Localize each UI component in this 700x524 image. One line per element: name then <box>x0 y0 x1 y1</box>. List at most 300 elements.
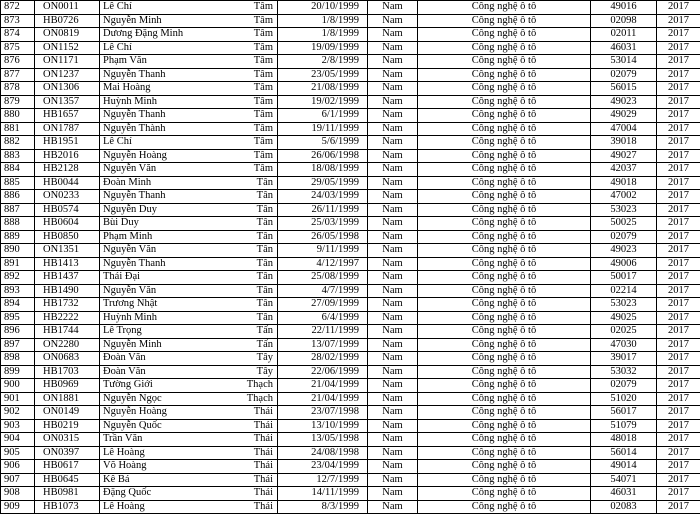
family-name-cell: Phạm Minh <box>100 230 230 244</box>
family-name-cell: Kê Bá <box>100 473 230 487</box>
student-id-cell: HB0044 <box>35 176 100 190</box>
birth-date-cell: 26/06/1998 <box>278 149 368 163</box>
table-row <box>1 1 700 15</box>
family-name-cell: Nguyễn Minh <box>100 14 230 28</box>
birth-date-cell: 6/4/1999 <box>278 311 368 325</box>
family-name-cell: Nguyễn Minh <box>100 338 230 352</box>
major-cell: Công nghệ ô tô <box>418 55 591 69</box>
gender-cell: Nam <box>368 217 418 231</box>
year-cell: 2017 <box>657 298 700 312</box>
gender-cell: Nam <box>368 473 418 487</box>
student-id-cell: ON1357 <box>35 95 100 109</box>
row-number-cell: 904 <box>1 433 35 447</box>
family-name-cell: Nguyễn Duy <box>100 203 230 217</box>
year-cell: 2017 <box>657 230 700 244</box>
given-name-cell: Tân <box>230 176 278 190</box>
student-rows <box>1 1 700 514</box>
table-row <box>1 460 700 474</box>
year-cell: 2017 <box>657 149 700 163</box>
row-number-cell: 882 <box>1 136 35 150</box>
table-row <box>1 379 700 393</box>
year-cell: 2017 <box>657 176 700 190</box>
row-number-cell: 875 <box>1 41 35 55</box>
birth-date-cell: 24/03/1999 <box>278 190 368 204</box>
code-cell: 46031 <box>591 41 657 55</box>
given-name-cell: Tân <box>230 190 278 204</box>
major-cell: Công nghệ ô tô <box>418 271 591 285</box>
code-cell: 49018 <box>591 176 657 190</box>
year-cell: 2017 <box>657 392 700 406</box>
major-cell: Công nghệ ô tô <box>418 298 591 312</box>
row-number-cell: 892 <box>1 271 35 285</box>
year-cell: 2017 <box>657 28 700 42</box>
table-row <box>1 338 700 352</box>
family-name-cell: Thái Đại <box>100 271 230 285</box>
gender-cell: Nam <box>368 41 418 55</box>
family-name-cell: Lê Chí <box>100 1 230 15</box>
major-cell: Công nghệ ô tô <box>418 95 591 109</box>
row-number-cell: 909 <box>1 500 35 514</box>
given-name-cell: Tâm <box>230 55 278 69</box>
family-name-cell: Phạm Văn <box>100 55 230 69</box>
gender-cell: Nam <box>368 271 418 285</box>
code-cell: 02098 <box>591 14 657 28</box>
gender-cell: Nam <box>368 28 418 42</box>
family-name-cell: Lê Trọng <box>100 325 230 339</box>
table-row <box>1 352 700 366</box>
major-cell: Công nghệ ô tô <box>418 122 591 136</box>
table-row <box>1 163 700 177</box>
code-cell: 49014 <box>591 460 657 474</box>
major-cell: Công nghệ ô tô <box>418 338 591 352</box>
birth-date-cell: 6/1/1999 <box>278 109 368 123</box>
table-row <box>1 487 700 501</box>
family-name-cell: Đoàn Văn <box>100 352 230 366</box>
birth-date-cell: 19/02/1999 <box>278 95 368 109</box>
major-cell: Công nghệ ô tô <box>418 1 591 15</box>
gender-cell: Nam <box>368 176 418 190</box>
student-id-cell: ON2280 <box>35 338 100 352</box>
given-name-cell: Tâm <box>230 1 278 15</box>
gender-cell: Nam <box>368 257 418 271</box>
code-cell: 39018 <box>591 136 657 150</box>
birth-date-cell: 2/8/1999 <box>278 55 368 69</box>
gender-cell: Nam <box>368 419 418 433</box>
year-cell: 2017 <box>657 311 700 325</box>
row-number-cell: 884 <box>1 163 35 177</box>
family-name-cell: Nguyễn Thanh <box>100 257 230 271</box>
family-name-cell: Nguyễn Thanh <box>100 190 230 204</box>
gender-cell: Nam <box>368 244 418 258</box>
code-cell: 49025 <box>591 311 657 325</box>
given-name-cell: Tân <box>230 257 278 271</box>
code-cell: 50017 <box>591 271 657 285</box>
birth-date-cell: 21/04/1999 <box>278 392 368 406</box>
major-cell: Công nghệ ô tô <box>418 433 591 447</box>
code-cell: 53023 <box>591 298 657 312</box>
year-cell: 2017 <box>657 163 700 177</box>
row-number-cell: 908 <box>1 487 35 501</box>
family-name-cell: Nguyễn Hoàng <box>100 149 230 163</box>
birth-date-cell: 19/11/1999 <box>278 122 368 136</box>
student-id-cell: HB0617 <box>35 460 100 474</box>
birth-date-cell: 20/10/1999 <box>278 1 368 15</box>
code-cell: 02025 <box>591 325 657 339</box>
birth-date-cell: 23/04/1999 <box>278 460 368 474</box>
birth-date-cell: 22/06/1999 <box>278 365 368 379</box>
year-cell: 2017 <box>657 487 700 501</box>
table-row <box>1 473 700 487</box>
major-cell: Công nghệ ô tô <box>418 500 591 514</box>
family-name-cell: Lê Chí <box>100 136 230 150</box>
student-id-cell: ON0819 <box>35 28 100 42</box>
gender-cell: Nam <box>368 203 418 217</box>
gender-cell: Nam <box>368 55 418 69</box>
birth-date-cell: 26/05/1998 <box>278 230 368 244</box>
birth-date-cell: 13/07/1999 <box>278 338 368 352</box>
code-cell: 53032 <box>591 365 657 379</box>
family-name-cell: Mai Hoàng <box>100 82 230 96</box>
row-number-cell: 873 <box>1 14 35 28</box>
birth-date-cell: 12/7/1999 <box>278 473 368 487</box>
row-number-cell: 885 <box>1 176 35 190</box>
major-cell: Công nghệ ô tô <box>418 487 591 501</box>
table-row <box>1 311 700 325</box>
family-name-cell: Trương Nhật <box>100 298 230 312</box>
row-number-cell: 883 <box>1 149 35 163</box>
given-name-cell: Tâm <box>230 95 278 109</box>
row-number-cell: 903 <box>1 419 35 433</box>
gender-cell: Nam <box>368 298 418 312</box>
table-row <box>1 68 700 82</box>
gender-cell: Nam <box>368 500 418 514</box>
row-number-cell: 878 <box>1 82 35 96</box>
table-row <box>1 149 700 163</box>
code-cell: 02011 <box>591 28 657 42</box>
family-name-cell: Lê Chí <box>100 41 230 55</box>
row-number-cell: 881 <box>1 122 35 136</box>
family-name-cell: Nguyễn Văn <box>100 284 230 298</box>
given-name-cell: Thái <box>230 446 278 460</box>
code-cell: 02079 <box>591 379 657 393</box>
family-name-cell: Nguyễn Văn <box>100 163 230 177</box>
given-name-cell: Tâm <box>230 14 278 28</box>
gender-cell: Nam <box>368 190 418 204</box>
year-cell: 2017 <box>657 352 700 366</box>
year-cell: 2017 <box>657 203 700 217</box>
major-cell: Công nghệ ô tô <box>418 446 591 460</box>
code-cell: 49016 <box>591 1 657 15</box>
student-id-cell: ON1171 <box>35 55 100 69</box>
birth-date-cell: 23/07/1998 <box>278 406 368 420</box>
given-name-cell: Tấn <box>230 338 278 352</box>
code-cell: 56014 <box>591 446 657 460</box>
major-cell: Công nghệ ô tô <box>418 176 591 190</box>
given-name-cell: Tân <box>230 230 278 244</box>
code-cell: 56015 <box>591 82 657 96</box>
year-cell: 2017 <box>657 446 700 460</box>
year-cell: 2017 <box>657 1 700 15</box>
table-row <box>1 271 700 285</box>
student-id-cell: ON1237 <box>35 68 100 82</box>
given-name-cell: Thạch <box>230 379 278 393</box>
family-name-cell: Bùi Duy <box>100 217 230 231</box>
row-number-cell: 893 <box>1 284 35 298</box>
family-name-cell: Nguyễn Ngọc <box>100 392 230 406</box>
given-name-cell: Thái <box>230 473 278 487</box>
major-cell: Công nghệ ô tô <box>418 190 591 204</box>
year-cell: 2017 <box>657 41 700 55</box>
table-row <box>1 406 700 420</box>
family-name-cell: Dương Đặng Minh <box>100 28 230 42</box>
year-cell: 2017 <box>657 95 700 109</box>
year-cell: 2017 <box>657 55 700 69</box>
student-id-cell: HB1951 <box>35 136 100 150</box>
gender-cell: Nam <box>368 338 418 352</box>
year-cell: 2017 <box>657 257 700 271</box>
row-number-cell: 899 <box>1 365 35 379</box>
table-row <box>1 298 700 312</box>
student-id-cell: ON0397 <box>35 446 100 460</box>
row-number-cell: 890 <box>1 244 35 258</box>
birth-date-cell: 13/05/1998 <box>278 433 368 447</box>
given-name-cell: Tấn <box>230 325 278 339</box>
table-row <box>1 82 700 96</box>
row-number-cell: 889 <box>1 230 35 244</box>
table-row <box>1 419 700 433</box>
code-cell: 42037 <box>591 163 657 177</box>
birth-date-cell: 29/05/1999 <box>278 176 368 190</box>
birth-date-cell: 26/11/1999 <box>278 203 368 217</box>
birth-date-cell: 18/08/1999 <box>278 163 368 177</box>
birth-date-cell: 13/10/1999 <box>278 419 368 433</box>
table-row <box>1 257 700 271</box>
birth-date-cell: 14/11/1999 <box>278 487 368 501</box>
major-cell: Công nghệ ô tô <box>418 365 591 379</box>
table-row <box>1 41 700 55</box>
year-cell: 2017 <box>657 500 700 514</box>
family-name-cell: Nguyễn Quốc <box>100 419 230 433</box>
major-cell: Công nghệ ô tô <box>418 460 591 474</box>
gender-cell: Nam <box>368 109 418 123</box>
major-cell: Công nghệ ô tô <box>418 379 591 393</box>
year-cell: 2017 <box>657 338 700 352</box>
birth-date-cell: 22/11/1999 <box>278 325 368 339</box>
birth-date-cell: 9/11/1999 <box>278 244 368 258</box>
year-cell: 2017 <box>657 217 700 231</box>
row-number-cell: 887 <box>1 203 35 217</box>
code-cell: 39017 <box>591 352 657 366</box>
given-name-cell: Tân <box>230 271 278 285</box>
code-cell: 54071 <box>591 473 657 487</box>
major-cell: Công nghệ ô tô <box>418 257 591 271</box>
table-row <box>1 217 700 231</box>
major-cell: Công nghệ ô tô <box>418 109 591 123</box>
row-number-cell: 891 <box>1 257 35 271</box>
major-cell: Công nghệ ô tô <box>418 244 591 258</box>
row-number-cell: 907 <box>1 473 35 487</box>
gender-cell: Nam <box>368 14 418 28</box>
row-number-cell: 905 <box>1 446 35 460</box>
family-name-cell: Tường Giới <box>100 379 230 393</box>
year-cell: 2017 <box>657 271 700 285</box>
given-name-cell: Tâm <box>230 149 278 163</box>
family-name-cell: Nguyễn Thanh <box>100 109 230 123</box>
student-id-cell: HB0574 <box>35 203 100 217</box>
student-id-cell: ON1787 <box>35 122 100 136</box>
major-cell: Công nghệ ô tô <box>418 217 591 231</box>
family-name-cell: Nguyễn Hoàng <box>100 406 230 420</box>
gender-cell: Nam <box>368 95 418 109</box>
gender-cell: Nam <box>368 122 418 136</box>
year-cell: 2017 <box>657 68 700 82</box>
year-cell: 2017 <box>657 365 700 379</box>
code-cell: 48018 <box>591 433 657 447</box>
student-id-cell: HB1744 <box>35 325 100 339</box>
gender-cell: Nam <box>368 68 418 82</box>
gender-cell: Nam <box>368 392 418 406</box>
year-cell: 2017 <box>657 460 700 474</box>
table-row <box>1 14 700 28</box>
year-cell: 2017 <box>657 14 700 28</box>
row-number-cell: 876 <box>1 55 35 69</box>
gender-cell: Nam <box>368 1 418 15</box>
family-name-cell: Trần Văn <box>100 433 230 447</box>
row-number-cell: 896 <box>1 325 35 339</box>
row-number-cell: 898 <box>1 352 35 366</box>
major-cell: Công nghệ ô tô <box>418 82 591 96</box>
birth-date-cell: 25/08/1999 <box>278 271 368 285</box>
student-id-cell: HB0604 <box>35 217 100 231</box>
student-id-cell: ON1351 <box>35 244 100 258</box>
year-cell: 2017 <box>657 284 700 298</box>
major-cell: Công nghệ ô tô <box>418 419 591 433</box>
gender-cell: Nam <box>368 446 418 460</box>
year-cell: 2017 <box>657 379 700 393</box>
gender-cell: Nam <box>368 406 418 420</box>
major-cell: Công nghệ ô tô <box>418 41 591 55</box>
student-id-cell: HB0219 <box>35 419 100 433</box>
table-row <box>1 190 700 204</box>
birth-date-cell: 21/08/1999 <box>278 82 368 96</box>
year-cell: 2017 <box>657 433 700 447</box>
birth-date-cell: 5/6/1999 <box>278 136 368 150</box>
gender-cell: Nam <box>368 379 418 393</box>
code-cell: 47030 <box>591 338 657 352</box>
code-cell: 46031 <box>591 487 657 501</box>
gender-cell: Nam <box>368 136 418 150</box>
major-cell: Công nghệ ô tô <box>418 203 591 217</box>
table-row <box>1 122 700 136</box>
row-number-cell: 894 <box>1 298 35 312</box>
code-cell: 02083 <box>591 500 657 514</box>
gender-cell: Nam <box>368 82 418 96</box>
gender-cell: Nam <box>368 487 418 501</box>
birth-date-cell: 1/8/1999 <box>278 28 368 42</box>
birth-date-cell: 19/09/1999 <box>278 41 368 55</box>
code-cell: 51020 <box>591 392 657 406</box>
family-name-cell: Đoàn Minh <box>100 176 230 190</box>
family-name-cell: Lê Hoàng <box>100 446 230 460</box>
gender-cell: Nam <box>368 230 418 244</box>
major-cell: Công nghệ ô tô <box>418 473 591 487</box>
student-id-cell: ON1881 <box>35 392 100 406</box>
table-row <box>1 176 700 190</box>
given-name-cell: Tâm <box>230 41 278 55</box>
code-cell: 47002 <box>591 190 657 204</box>
family-name-cell: Nguyễn Văn <box>100 244 230 258</box>
gender-cell: Nam <box>368 325 418 339</box>
year-cell: 2017 <box>657 190 700 204</box>
given-name-cell: Tâm <box>230 122 278 136</box>
code-cell: 56017 <box>591 406 657 420</box>
code-cell: 49027 <box>591 149 657 163</box>
student-id-cell: HB2016 <box>35 149 100 163</box>
family-name-cell: Nguyễn Thành <box>100 122 230 136</box>
code-cell: 53023 <box>591 203 657 217</box>
table-row <box>1 446 700 460</box>
row-number-cell: 880 <box>1 109 35 123</box>
table-row <box>1 433 700 447</box>
given-name-cell: Thái <box>230 406 278 420</box>
student-id-cell: ON0683 <box>35 352 100 366</box>
student-id-cell: HB1490 <box>35 284 100 298</box>
major-cell: Công nghệ ô tô <box>418 352 591 366</box>
gender-cell: Nam <box>368 365 418 379</box>
given-name-cell: Tâm <box>230 68 278 82</box>
given-name-cell: Tây <box>230 365 278 379</box>
student-id-cell: HB0850 <box>35 230 100 244</box>
row-number-cell: 897 <box>1 338 35 352</box>
given-name-cell: Tân <box>230 203 278 217</box>
year-cell: 2017 <box>657 406 700 420</box>
row-number-cell: 906 <box>1 460 35 474</box>
student-id-cell: HB1413 <box>35 257 100 271</box>
year-cell: 2017 <box>657 82 700 96</box>
birth-date-cell: 8/3/1999 <box>278 500 368 514</box>
family-name-cell: Võ Hoàng <box>100 460 230 474</box>
student-id-cell: HB1732 <box>35 298 100 312</box>
table-row <box>1 244 700 258</box>
student-id-cell: ON0011 <box>35 1 100 15</box>
given-name-cell: Tâm <box>230 109 278 123</box>
family-name-cell: Đoàn Văn <box>100 365 230 379</box>
year-cell: 2017 <box>657 109 700 123</box>
given-name-cell: Tân <box>230 311 278 325</box>
student-id-cell: HB1437 <box>35 271 100 285</box>
table-row <box>1 136 700 150</box>
table-row <box>1 55 700 69</box>
family-name-cell: Huỳnh Minh <box>100 311 230 325</box>
table-row <box>1 28 700 42</box>
given-name-cell: Thái <box>230 500 278 514</box>
code-cell: 53014 <box>591 55 657 69</box>
table-row <box>1 392 700 406</box>
major-cell: Công nghệ ô tô <box>418 28 591 42</box>
student-id-cell: HB2222 <box>35 311 100 325</box>
gender-cell: Nam <box>368 163 418 177</box>
given-name-cell: Tân <box>230 284 278 298</box>
code-cell: 51079 <box>591 419 657 433</box>
student-id-cell: HB0726 <box>35 14 100 28</box>
row-number-cell: 872 <box>1 1 35 15</box>
birth-date-cell: 28/02/1999 <box>278 352 368 366</box>
family-name-cell: Huỳnh Minh <box>100 95 230 109</box>
gender-cell: Nam <box>368 352 418 366</box>
code-cell: 02079 <box>591 230 657 244</box>
major-cell: Công nghệ ô tô <box>418 311 591 325</box>
year-cell: 2017 <box>657 122 700 136</box>
